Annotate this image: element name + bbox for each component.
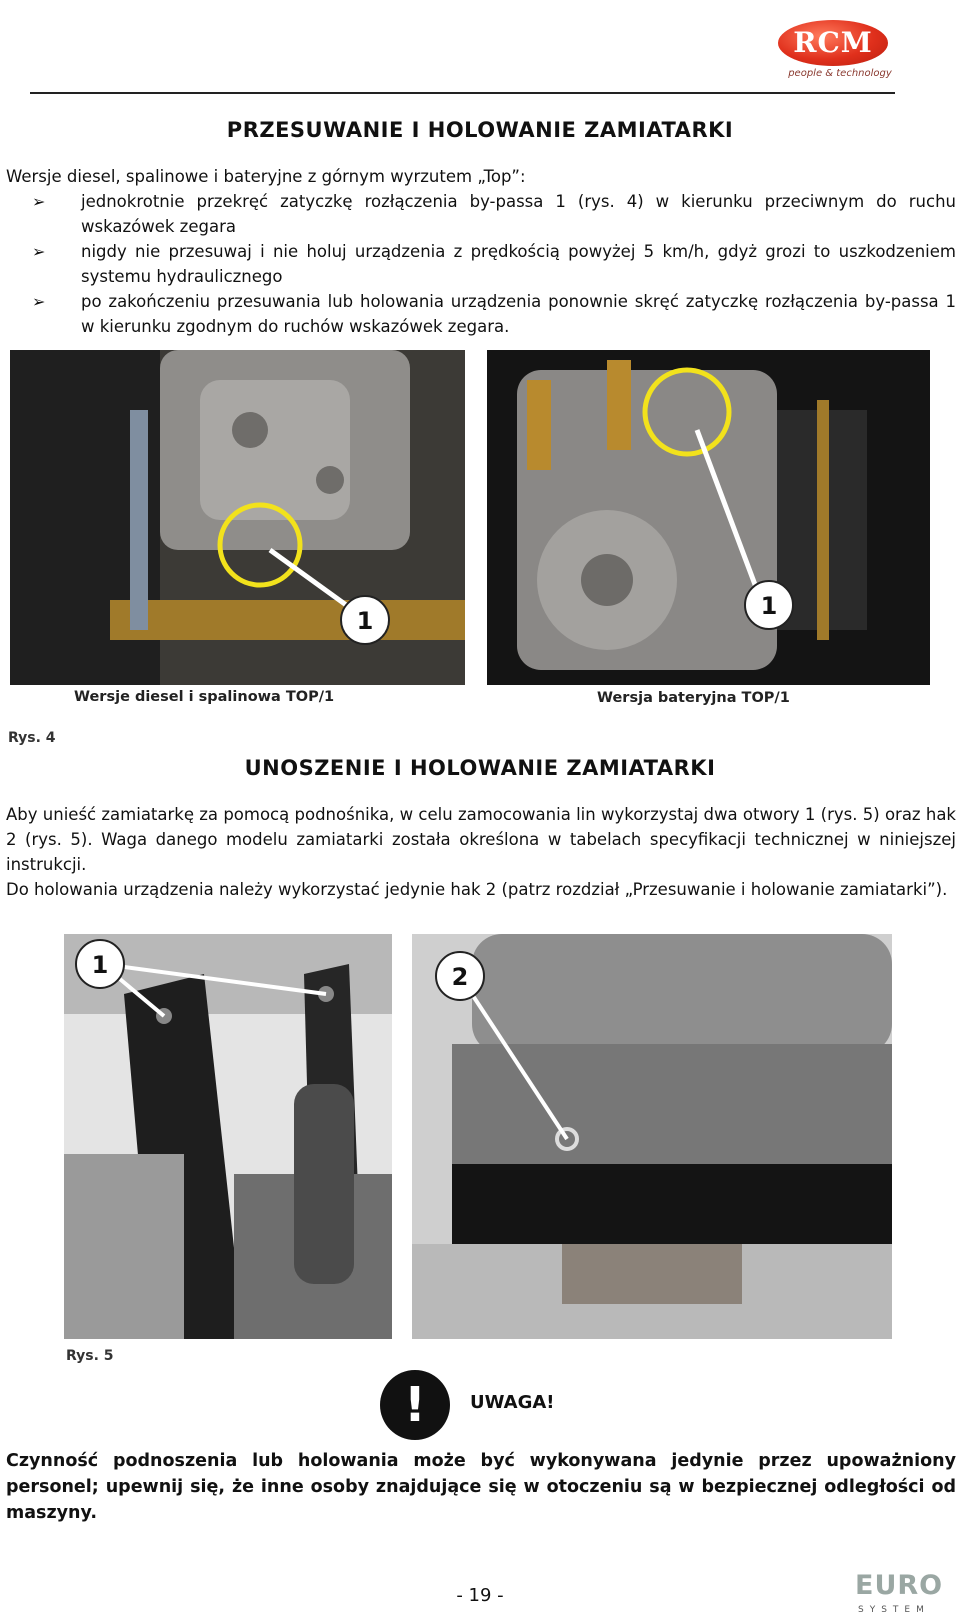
warning-text: Czynność podnoszenia lub holowania może być wykonywana jedynie przez upoważniony personel; upewnij się, że inne osoby znajdujące się w otoczeniu są w bezpiecznej odległości od maszyny.	[6, 1451, 956, 1523]
marker-1-left: 1	[356, 607, 374, 635]
figure-5-label: Rys. 5	[66, 1348, 114, 1364]
list-item: ➢ po zakończeniu przesuwania lub holowania urządzenia ponownie skręć zatyczkę rozłączenia by-passa 1 w kierunku zgodnym do ruchów wskazówek zegara.	[6, 289, 956, 339]
caption-diesel: Wersje diesel i spalinowa TOP/1	[74, 689, 335, 705]
warning-icon: !	[380, 1370, 450, 1440]
section-1-body	[6, 164, 956, 339]
euro-system-sub: SYSTEM	[858, 1605, 930, 1615]
intro-text: Wersje diesel, spalinowe i bateryjne z górnym wyrzutem „Top”:	[6, 167, 526, 186]
caption-battery: Wersja bateryjna TOP/1	[597, 690, 790, 706]
photo-lifting-holes	[64, 934, 392, 1339]
marker-1-right: 1	[760, 592, 778, 620]
instruction-list	[6, 189, 956, 339]
marker-holes: 1	[91, 951, 109, 979]
photo-battery-bypass	[487, 350, 930, 685]
photo-towing-hook	[412, 934, 892, 1339]
figure-4-label: Rys. 4	[8, 730, 56, 746]
lifting-paragraph: Aby unieść zamiatarkę za pomocą podnośnika, w celu zamocowania lin wykorzystaj dwa otwory 1 (rys. 5) oraz hak 2 (rys. 5). Waga danego modelu zamiatarki została określona w tabelach specyfikacji technicznej w niniejszej instrukcji.	[6, 805, 956, 874]
page-number: - 19 -	[456, 1585, 504, 1606]
list-item: ➢ nigdy nie przesuwaj i nie holuj urządzenia z prędkością powyżej 5 km/h, gdyż grozi to uszkodzeniem systemu hydraulicznego	[6, 239, 956, 289]
section-title-moving: PRZESUWANIE I HOLOWANIE ZAMIATARKI	[226, 118, 734, 142]
list-item: ➢ jednokrotnie przekręć zatyczkę rozłączenia by-passa 1 (rys. 4) w kierunku przeciwnym do ruchu wskazówek zegara	[6, 189, 956, 239]
warning-label: UWAGA!	[470, 1392, 555, 1413]
logo-tagline: people & technology	[788, 68, 892, 79]
section-2-body	[6, 802, 956, 902]
marker-hook: 2	[451, 963, 469, 991]
euro-system-logo: EURO	[855, 1570, 944, 1601]
towing-paragraph: Do holowania urządzenia należy wykorzystać jedynie hak 2 (patrz rozdział „Przesuwanie i holowanie zamiatarki”).	[6, 880, 948, 899]
photo-diesel-bypass	[10, 350, 465, 685]
section-title-lifting: UNOSZENIE I HOLOWANIE ZAMIATARKI	[244, 756, 716, 780]
rcm-logo: RCM	[778, 20, 888, 66]
header-rule	[30, 92, 895, 94]
